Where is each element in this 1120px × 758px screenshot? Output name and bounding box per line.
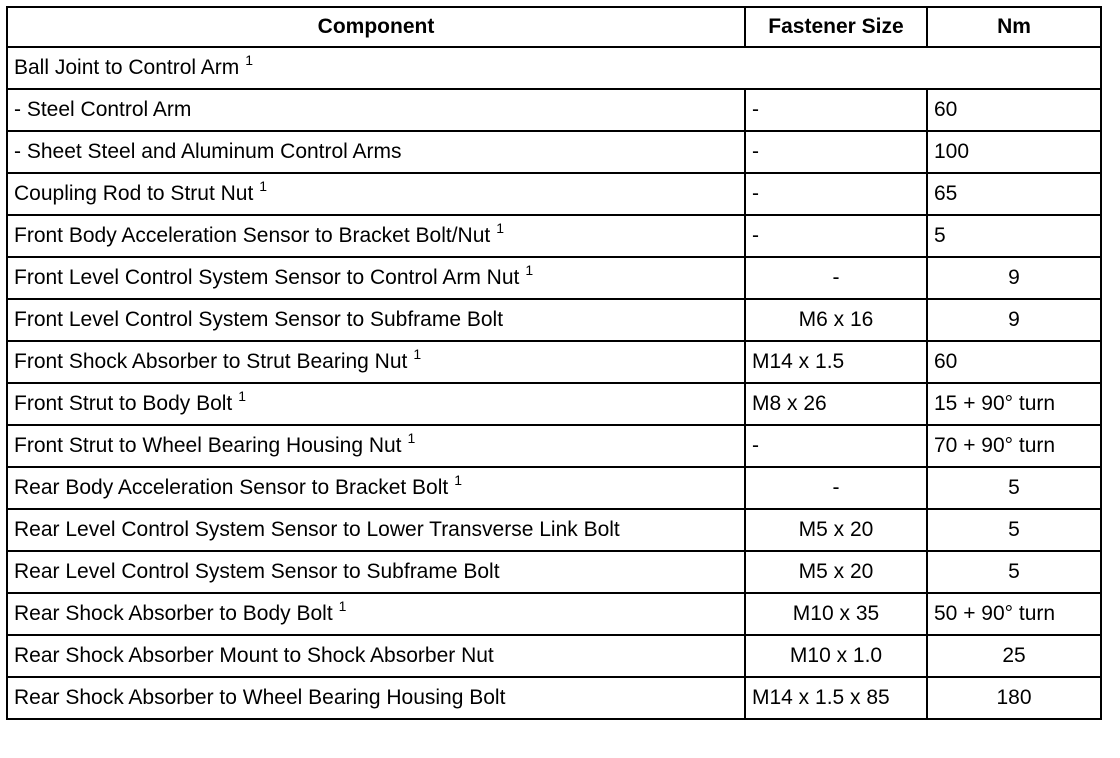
table-row	[7, 593, 1101, 635]
fastener-size-cell: M8 x 26	[745, 383, 927, 425]
table-row	[7, 677, 1101, 719]
component-name: Coupling Rod to Strut Nut	[14, 182, 254, 205]
footnote-marker: 1	[259, 178, 268, 194]
component-name: Rear Level Control System Sensor to Subframe Bolt	[14, 560, 500, 583]
component-name: - Steel Control Arm	[14, 98, 192, 121]
component-name: Rear Level Control System Sensor to Lower Transverse Link Bolt	[14, 518, 620, 541]
component-cell	[7, 257, 745, 299]
fastener-size-cell: M14 x 1.5	[745, 341, 927, 383]
torque-nm-cell: 100	[927, 131, 1101, 173]
fastener-size-cell: M5 x 20	[745, 509, 927, 551]
fastener-size-cell: -	[745, 173, 927, 215]
fastener-size-cell: -	[745, 467, 927, 509]
torque-nm-cell: 60	[927, 89, 1101, 131]
component-name: Front Level Control System Sensor to Subframe Bolt	[14, 308, 504, 331]
component-name: Front Level Control System Sensor to Control Arm Nut	[14, 266, 520, 289]
torque-nm-cell: 60	[927, 341, 1101, 383]
component-name: Rear Body Acceleration Sensor to Bracket Bolt	[14, 476, 449, 499]
component-name: Rear Shock Absorber to Wheel Bearing Housing Bolt	[14, 686, 506, 709]
table-row	[7, 89, 1101, 131]
table-row	[7, 467, 1101, 509]
component-cell	[7, 677, 745, 719]
fastener-size-cell: -	[745, 215, 927, 257]
table-row	[7, 257, 1101, 299]
torque-nm-cell: 5	[927, 509, 1101, 551]
component-name: Front Shock Absorber to Strut Bearing Nut	[14, 350, 408, 373]
torque-nm-cell: 5	[927, 551, 1101, 593]
component-cell	[7, 509, 745, 551]
table-row	[7, 131, 1101, 173]
table-row	[7, 425, 1101, 467]
torque-nm-cell: 50 + 90° turn	[927, 593, 1101, 635]
component-cell	[7, 635, 745, 677]
table-row	[7, 299, 1101, 341]
footnote-marker: 1	[245, 52, 254, 68]
footnote-marker: 1	[407, 430, 416, 446]
fastener-size-cell: -	[745, 131, 927, 173]
fastener-size-cell: M10 x 1.0	[745, 635, 927, 677]
footnote-marker: 1	[338, 598, 347, 614]
component-cell	[7, 551, 745, 593]
fastener-size-cell: -	[745, 425, 927, 467]
component-cell	[7, 425, 745, 467]
component-cell	[7, 173, 745, 215]
torque-nm-cell: 5	[927, 215, 1101, 257]
table-row	[7, 383, 1101, 425]
component-cell	[7, 89, 745, 131]
footnote-marker: 1	[496, 220, 505, 236]
torque-nm-cell: 70 + 90° turn	[927, 425, 1101, 467]
header-fastener-size: Fastener Size	[745, 7, 927, 47]
table-body	[7, 47, 1101, 719]
table-row	[7, 173, 1101, 215]
component-cell	[7, 341, 745, 383]
torque-nm-cell: 65	[927, 173, 1101, 215]
component-name: Front Body Acceleration Sensor to Bracket Bolt/Nut	[14, 224, 491, 247]
footnote-marker: 1	[454, 472, 463, 488]
fastener-size-cell: M14 x 1.5 x 85	[745, 677, 927, 719]
table-row	[7, 509, 1101, 551]
torque-nm-cell: 9	[927, 299, 1101, 341]
component-cell	[7, 131, 745, 173]
table-row	[7, 635, 1101, 677]
fastener-size-cell: M6 x 16	[745, 299, 927, 341]
torque-nm-cell: 180	[927, 677, 1101, 719]
header-component: Component	[7, 7, 745, 47]
footnote-marker: 1	[238, 388, 247, 404]
torque-nm-cell: 25	[927, 635, 1101, 677]
fastener-size-cell: -	[745, 257, 927, 299]
torque-spec-table	[6, 6, 1102, 720]
table-row	[7, 551, 1101, 593]
torque-nm-cell: 5	[927, 467, 1101, 509]
component-cell	[7, 593, 745, 635]
footnote-marker: 1	[525, 262, 534, 278]
component-cell	[7, 467, 745, 509]
fastener-size-cell: M10 x 35	[745, 593, 927, 635]
table-row	[7, 47, 1101, 89]
component-name: Ball Joint to Control Arm	[14, 56, 240, 79]
component-cell	[7, 383, 745, 425]
fastener-size-cell: M5 x 20	[745, 551, 927, 593]
footnote-marker: 1	[413, 346, 422, 362]
torque-nm-cell: 9	[927, 257, 1101, 299]
header-nm: Nm	[927, 7, 1101, 47]
table-row	[7, 341, 1101, 383]
component-cell	[7, 299, 745, 341]
component-name: Rear Shock Absorber Mount to Shock Absorber Nut	[14, 644, 494, 667]
header-row	[7, 7, 1101, 47]
component-name: Front Strut to Body Bolt	[14, 392, 233, 415]
fastener-size-cell: -	[745, 89, 927, 131]
component-name: Front Strut to Wheel Bearing Housing Nut	[14, 434, 402, 457]
component-cell	[7, 47, 1101, 89]
torque-nm-cell: 15 + 90° turn	[927, 383, 1101, 425]
table-row	[7, 215, 1101, 257]
component-cell	[7, 215, 745, 257]
component-name: - Sheet Steel and Aluminum Control Arms	[14, 140, 402, 163]
component-name: Rear Shock Absorber to Body Bolt	[14, 602, 333, 625]
